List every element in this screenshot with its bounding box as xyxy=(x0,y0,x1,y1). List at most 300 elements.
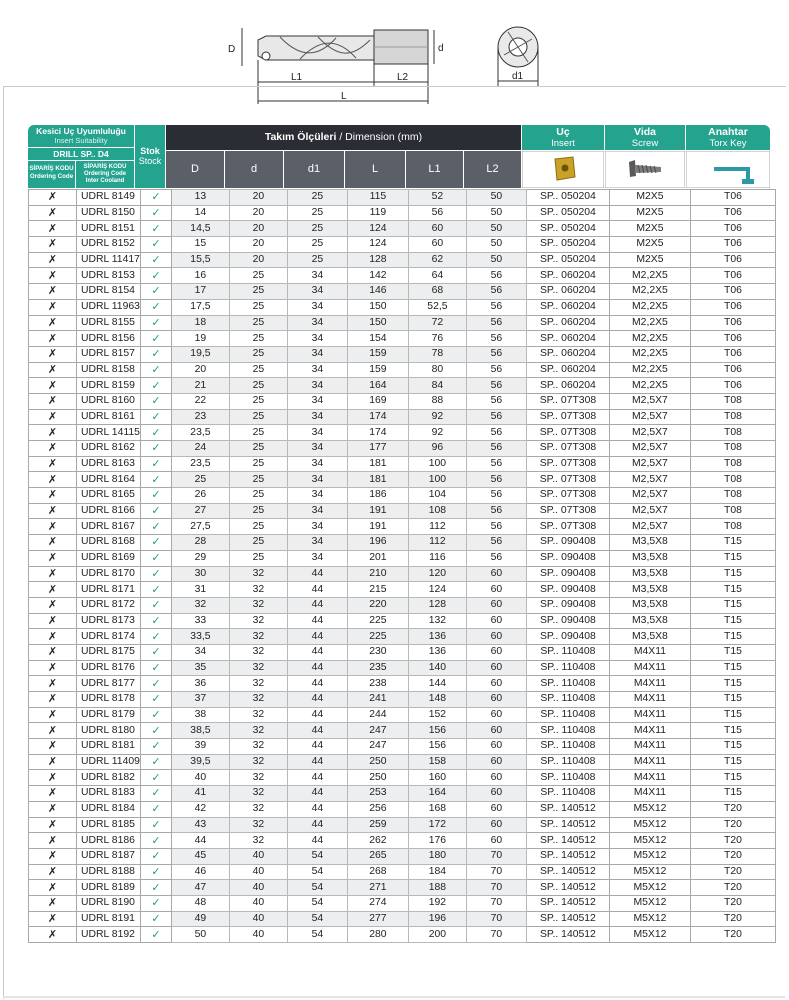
insert-cell: SP.. 090408 xyxy=(526,597,609,613)
l-cell: 265 xyxy=(347,848,408,864)
l-cell: 225 xyxy=(347,629,408,645)
order-code-mark: ✗ xyxy=(29,770,77,786)
d-cell: 14,5 xyxy=(171,221,229,237)
table-row xyxy=(29,205,776,221)
l2-cell: 56 xyxy=(466,409,526,425)
key-cell: T08 xyxy=(690,519,775,535)
inter-code-en2: Inter Cooland xyxy=(85,178,125,184)
order-code-mark: ✗ xyxy=(29,315,77,331)
d1-cell: 25 xyxy=(287,237,347,253)
d-cell: 44 xyxy=(171,833,229,849)
dimension-title-en: / Dimension (mm) xyxy=(336,131,423,143)
l1-cell: 88 xyxy=(408,393,466,409)
inter-code-cell: UDRL 8187 xyxy=(77,848,141,864)
stock-check-icon: ✓ xyxy=(140,880,171,896)
stock-check-icon: ✓ xyxy=(140,346,171,362)
stock-check-icon: ✓ xyxy=(140,393,171,409)
d-cell: 17,5 xyxy=(171,299,229,315)
l-cell: 150 xyxy=(347,299,408,315)
screw-en: Screw xyxy=(631,138,659,149)
screw-cell: M3,5X8 xyxy=(609,566,690,582)
insert-cell: SP.. 07T308 xyxy=(526,393,609,409)
order-code-mark: ✗ xyxy=(29,786,77,802)
l1-cell: 108 xyxy=(408,503,466,519)
inter-code-cell: UDRL 8151 xyxy=(77,221,141,237)
d1-cell: 44 xyxy=(287,739,347,755)
order-code-header xyxy=(28,161,75,188)
insert-cell: SP.. 050204 xyxy=(526,190,609,206)
d-small-cell: 20 xyxy=(229,190,287,206)
l2-cell: 60 xyxy=(466,629,526,645)
screw-cell: M3,5X8 xyxy=(609,629,690,645)
insert-cell: SP.. 07T308 xyxy=(526,409,609,425)
l2-cell: 56 xyxy=(466,550,526,566)
insert-cell: SP.. 07T308 xyxy=(526,441,609,457)
l-cell: 196 xyxy=(347,535,408,551)
l1-cell: 128 xyxy=(408,597,466,613)
key-cell: T20 xyxy=(690,864,775,880)
l-cell: 128 xyxy=(347,252,408,268)
table-row xyxy=(29,221,776,237)
inter-code-cell: UDRL 8163 xyxy=(77,456,141,472)
key-cell: T15 xyxy=(690,550,775,566)
d1-cell: 44 xyxy=(287,597,347,613)
d-small-cell: 25 xyxy=(229,346,287,362)
d-cell: 50 xyxy=(171,927,229,943)
insert-cell: SP.. 140512 xyxy=(526,801,609,817)
panel-bottom-rule xyxy=(3,996,785,998)
dim-label-L1: L1 xyxy=(291,72,303,83)
l2-cell: 60 xyxy=(466,707,526,723)
d1-cell: 44 xyxy=(287,833,347,849)
table-row xyxy=(29,409,776,425)
order-code-mark: ✗ xyxy=(29,252,77,268)
order-code-mark: ✗ xyxy=(29,503,77,519)
l-cell: 215 xyxy=(347,582,408,598)
stock-check-icon: ✓ xyxy=(140,205,171,221)
dim-label-d1: d1 xyxy=(512,71,524,82)
l2-cell: 60 xyxy=(466,754,526,770)
key-cell: T08 xyxy=(690,441,775,457)
insert-cell: SP.. 110408 xyxy=(526,786,609,802)
l-cell: 124 xyxy=(347,237,408,253)
d1-cell: 34 xyxy=(287,409,347,425)
d-small-cell: 25 xyxy=(229,331,287,347)
insert-header xyxy=(522,125,604,150)
l1-cell: 140 xyxy=(408,660,466,676)
stock-check-icon: ✓ xyxy=(140,472,171,488)
key-cell: T08 xyxy=(690,472,775,488)
l1-cell: 158 xyxy=(408,754,466,770)
d-cell: 27 xyxy=(171,503,229,519)
insert-cell: SP.. 140512 xyxy=(526,848,609,864)
l2-cell: 70 xyxy=(466,911,526,927)
key-cell: T15 xyxy=(690,535,775,551)
d1-cell: 44 xyxy=(287,723,347,739)
screw-cell: M2,2X5 xyxy=(609,346,690,362)
l1-cell: 92 xyxy=(408,425,466,441)
d-small-cell: 32 xyxy=(229,817,287,833)
d1-cell: 44 xyxy=(287,644,347,660)
l2-cell: 50 xyxy=(466,252,526,268)
stock-check-icon: ✓ xyxy=(140,864,171,880)
key-cell: T06 xyxy=(690,299,775,315)
d1-cell: 25 xyxy=(287,221,347,237)
l-cell: 201 xyxy=(347,550,408,566)
d-cell: 46 xyxy=(171,864,229,880)
stock-check-icon: ✓ xyxy=(140,190,171,206)
d-cell: 31 xyxy=(171,582,229,598)
screw-cell: M5X12 xyxy=(609,880,690,896)
l1-cell: 188 xyxy=(408,880,466,896)
stock-check-icon: ✓ xyxy=(140,676,171,692)
l-cell: 191 xyxy=(347,519,408,535)
order-code-mark: ✗ xyxy=(29,378,77,394)
insert-cell: SP.. 140512 xyxy=(526,911,609,927)
d1-cell: 44 xyxy=(287,754,347,770)
screw-cell: M2,5X7 xyxy=(609,519,690,535)
order-code-mark: ✗ xyxy=(29,346,77,362)
d-cell: 39,5 xyxy=(171,754,229,770)
stock-check-icon: ✓ xyxy=(140,833,171,849)
table-row xyxy=(29,268,776,284)
inter-code-cell: UDRL 8167 xyxy=(77,519,141,535)
screw-cell: M2,5X7 xyxy=(609,488,690,504)
l2-cell: 56 xyxy=(466,535,526,551)
d-cell: 27,5 xyxy=(171,519,229,535)
key-header xyxy=(686,125,770,150)
d-small-cell: 32 xyxy=(229,723,287,739)
d-cell: 33 xyxy=(171,613,229,629)
screw-cell: M2,2X5 xyxy=(609,315,690,331)
insert-cell: SP.. 050204 xyxy=(526,237,609,253)
table-row xyxy=(29,362,776,378)
order-code-mark: ✗ xyxy=(29,848,77,864)
l1-cell: 160 xyxy=(408,770,466,786)
order-code-tr: SİPARİŞ KODU xyxy=(29,165,74,172)
screw-cell: M5X12 xyxy=(609,833,690,849)
l2-cell: 56 xyxy=(466,362,526,378)
d1-cell: 54 xyxy=(287,895,347,911)
d1-cell: 34 xyxy=(287,268,347,284)
screw-cell: M2,5X7 xyxy=(609,503,690,519)
screw-cell: M4X11 xyxy=(609,707,690,723)
key-cell: T06 xyxy=(690,205,775,221)
d-cell: 23,5 xyxy=(171,456,229,472)
inter-code-cell: UDRL 8185 xyxy=(77,817,141,833)
d-cell: 42 xyxy=(171,801,229,817)
l2-cell: 56 xyxy=(466,519,526,535)
l-cell: 250 xyxy=(347,770,408,786)
insert-cell: SP.. 07T308 xyxy=(526,488,609,504)
l2-cell: 56 xyxy=(466,503,526,519)
order-code-mark: ✗ xyxy=(29,723,77,739)
d1-cell: 34 xyxy=(287,362,347,378)
stock-check-icon: ✓ xyxy=(140,299,171,315)
l2-cell: 56 xyxy=(466,393,526,409)
screw-cell: M5X12 xyxy=(609,895,690,911)
key-cell: T15 xyxy=(690,629,775,645)
l1-cell: 52 xyxy=(408,190,466,206)
key-cell: T20 xyxy=(690,801,775,817)
l2-cell: 56 xyxy=(466,472,526,488)
stock-check-icon: ✓ xyxy=(140,409,171,425)
inter-code-cell: UDRL 8169 xyxy=(77,550,141,566)
inter-code-cell: UDRL 8152 xyxy=(77,237,141,253)
insert-cell: SP.. 07T308 xyxy=(526,503,609,519)
inter-code-cell: UDRL 8173 xyxy=(77,613,141,629)
d-cell: 17 xyxy=(171,284,229,300)
stock-check-icon: ✓ xyxy=(140,692,171,708)
key-cell: T15 xyxy=(690,692,775,708)
key-cell: T20 xyxy=(690,911,775,927)
stock-header xyxy=(135,125,165,188)
l2-cell: 60 xyxy=(466,566,526,582)
table-row xyxy=(29,346,776,362)
l-cell: 169 xyxy=(347,393,408,409)
dim-label-d: d xyxy=(438,43,444,54)
l2-cell: 60 xyxy=(466,692,526,708)
l2-cell: 60 xyxy=(466,723,526,739)
screw-cell: M3,5X8 xyxy=(609,550,690,566)
stock-check-icon: ✓ xyxy=(140,927,171,943)
l-cell: 247 xyxy=(347,739,408,755)
l1-cell: 112 xyxy=(408,535,466,551)
d1-cell: 34 xyxy=(287,346,347,362)
l-cell: 280 xyxy=(347,927,408,943)
screw-cell: M2,5X7 xyxy=(609,425,690,441)
table-row xyxy=(29,927,776,943)
compat-header xyxy=(28,125,134,147)
d1-cell: 54 xyxy=(287,911,347,927)
l1-cell: 192 xyxy=(408,895,466,911)
inter-code-cell: UDRL 8190 xyxy=(77,895,141,911)
table-row xyxy=(29,488,776,504)
stock-check-icon: ✓ xyxy=(140,707,171,723)
l-cell: 268 xyxy=(347,864,408,880)
table-row xyxy=(29,676,776,692)
screw-cell: M5X12 xyxy=(609,848,690,864)
d-small-cell: 20 xyxy=(229,252,287,268)
d-small-cell: 32 xyxy=(229,833,287,849)
d-cell: 19 xyxy=(171,331,229,347)
inter-code-cell: UDRL 8158 xyxy=(77,362,141,378)
key-cell: T08 xyxy=(690,393,775,409)
d-cell: 49 xyxy=(171,911,229,927)
d-cell: 26 xyxy=(171,488,229,504)
inter-code-cell: UDRL 8184 xyxy=(77,801,141,817)
l2-cell: 60 xyxy=(466,582,526,598)
d-small-cell: 32 xyxy=(229,692,287,708)
l1-cell: 124 xyxy=(408,582,466,598)
insert-cell: SP.. 060204 xyxy=(526,378,609,394)
screw-image xyxy=(605,151,685,188)
stock-check-icon: ✓ xyxy=(140,848,171,864)
order-code-mark: ✗ xyxy=(29,911,77,927)
l1-cell: 200 xyxy=(408,927,466,943)
l2-cell: 56 xyxy=(466,425,526,441)
inter-code-cell: UDRL 8156 xyxy=(77,331,141,347)
l2-cell: 50 xyxy=(466,190,526,206)
insert-cell: SP.. 140512 xyxy=(526,817,609,833)
d1-cell: 34 xyxy=(287,488,347,504)
order-code-mark: ✗ xyxy=(29,707,77,723)
d-cell: 45 xyxy=(171,848,229,864)
d1-cell: 44 xyxy=(287,786,347,802)
d1-cell: 44 xyxy=(287,692,347,708)
l-cell: 159 xyxy=(347,346,408,362)
inter-code-en1: Ordering Code xyxy=(83,171,126,177)
l1-cell: 62 xyxy=(408,252,466,268)
d-small-cell: 32 xyxy=(229,676,287,692)
d-small-cell: 25 xyxy=(229,441,287,457)
screw-cell: M2X5 xyxy=(609,205,690,221)
screw-cell: M2,2X5 xyxy=(609,299,690,315)
l-cell: 277 xyxy=(347,911,408,927)
stock-check-icon: ✓ xyxy=(140,315,171,331)
order-code-mark: ✗ xyxy=(29,362,77,378)
l1-cell: 100 xyxy=(408,456,466,472)
screw-cell: M2,2X5 xyxy=(609,331,690,347)
inter-code-cell: UDRL 8174 xyxy=(77,629,141,645)
d1-cell: 25 xyxy=(287,252,347,268)
inter-code-cell: UDRL 8164 xyxy=(77,472,141,488)
d1-cell: 34 xyxy=(287,393,347,409)
d-small-cell: 25 xyxy=(229,519,287,535)
order-code-mark: ✗ xyxy=(29,441,77,457)
d1-cell: 34 xyxy=(287,550,347,566)
insert-cell: SP.. 07T308 xyxy=(526,472,609,488)
order-code-mark: ✗ xyxy=(29,237,77,253)
inter-code-cell: UDRL 8154 xyxy=(77,284,141,300)
d1-cell: 34 xyxy=(287,472,347,488)
l-cell: 177 xyxy=(347,441,408,457)
table-row xyxy=(29,456,776,472)
key-cell: T15 xyxy=(690,644,775,660)
insert-cell: SP.. 07T308 xyxy=(526,519,609,535)
inter-code-header xyxy=(76,161,134,188)
stock-check-icon: ✓ xyxy=(140,456,171,472)
inter-code-cell: UDRL 8155 xyxy=(77,315,141,331)
stock-check-icon: ✓ xyxy=(140,723,171,739)
l1-cell: 100 xyxy=(408,472,466,488)
insert-image xyxy=(522,151,604,188)
inter-code-cell: UDRL 8192 xyxy=(77,927,141,943)
insert-cell: SP.. 060204 xyxy=(526,362,609,378)
screw-cell: M3,5X8 xyxy=(609,535,690,551)
compat-title: Kesici Uç Uyumluluğu xyxy=(36,126,126,136)
key-cell: T15 xyxy=(690,754,775,770)
screw-cell: M2,2X5 xyxy=(609,362,690,378)
order-code-mark: ✗ xyxy=(29,676,77,692)
order-code-mark: ✗ xyxy=(29,833,77,849)
inter-code-cell: UDRL 8181 xyxy=(77,739,141,755)
l-cell: 150 xyxy=(347,315,408,331)
table-row xyxy=(29,833,776,849)
l-cell: 274 xyxy=(347,895,408,911)
inter-code-cell: UDRL 8183 xyxy=(77,786,141,802)
d-cell: 16 xyxy=(171,268,229,284)
d-cell: 15,5 xyxy=(171,252,229,268)
dimension-title-tr: Takım Ölçüleri xyxy=(264,131,337,143)
dim-col-header-l1: L1 xyxy=(406,151,463,188)
inter-code-cell: UDRL 8191 xyxy=(77,911,141,927)
table-row xyxy=(29,786,776,802)
l1-cell: 84 xyxy=(408,378,466,394)
l-cell: 235 xyxy=(347,660,408,676)
l1-cell: 76 xyxy=(408,331,466,347)
order-code-mark: ✗ xyxy=(29,597,77,613)
stock-check-icon: ✓ xyxy=(140,613,171,629)
insert-cell: SP.. 07T308 xyxy=(526,456,609,472)
insert-cell: SP.. 060204 xyxy=(526,284,609,300)
d1-cell: 44 xyxy=(287,676,347,692)
table-row xyxy=(29,190,776,206)
d-small-cell: 32 xyxy=(229,660,287,676)
d1-cell: 25 xyxy=(287,205,347,221)
d-small-cell: 20 xyxy=(229,221,287,237)
l-cell: 159 xyxy=(347,362,408,378)
d1-cell: 44 xyxy=(287,629,347,645)
insert-cell: SP.. 060204 xyxy=(526,331,609,347)
stock-check-icon: ✓ xyxy=(140,331,171,347)
inter-code-cell: UDRL 11963 xyxy=(77,299,141,315)
insert-cell: SP.. 110408 xyxy=(526,692,609,708)
key-cell: T06 xyxy=(690,315,775,331)
order-code-mark: ✗ xyxy=(29,190,77,206)
order-code-mark: ✗ xyxy=(29,880,77,896)
l-cell: 259 xyxy=(347,817,408,833)
key-cell: T15 xyxy=(690,707,775,723)
d1-cell: 54 xyxy=(287,880,347,896)
l2-cell: 56 xyxy=(466,378,526,394)
inter-code-cell: UDRL 8150 xyxy=(77,205,141,221)
insert-tr: Uç xyxy=(556,126,570,138)
d-cell: 21 xyxy=(171,378,229,394)
l2-cell: 50 xyxy=(466,221,526,237)
screw-cell: M3,5X8 xyxy=(609,613,690,629)
inter-code-cell: UDRL 8186 xyxy=(77,833,141,849)
l1-cell: 68 xyxy=(408,284,466,300)
l1-cell: 184 xyxy=(408,864,466,880)
d-cell: 25 xyxy=(171,472,229,488)
inter-code-cell: UDRL 8171 xyxy=(77,582,141,598)
l2-cell: 60 xyxy=(466,817,526,833)
table-row xyxy=(29,864,776,880)
l-cell: 191 xyxy=(347,503,408,519)
l1-cell: 72 xyxy=(408,315,466,331)
dim-col-header-d1: d1 xyxy=(284,151,344,188)
l2-cell: 60 xyxy=(466,613,526,629)
order-code-mark: ✗ xyxy=(29,644,77,660)
l1-cell: 156 xyxy=(408,739,466,755)
key-cell: T08 xyxy=(690,503,775,519)
insert-cell: SP.. 090408 xyxy=(526,535,609,551)
d-small-cell: 40 xyxy=(229,848,287,864)
l-cell: 142 xyxy=(347,268,408,284)
d-cell: 23,5 xyxy=(171,425,229,441)
table-row xyxy=(29,770,776,786)
d-small-cell: 32 xyxy=(229,707,287,723)
key-cell: T06 xyxy=(690,284,775,300)
l2-cell: 60 xyxy=(466,676,526,692)
screw-cell: M3,5X8 xyxy=(609,597,690,613)
order-code-mark: ✗ xyxy=(29,613,77,629)
d-cell: 37 xyxy=(171,692,229,708)
dimension-table xyxy=(28,189,776,943)
stock-check-icon: ✓ xyxy=(140,644,171,660)
screw-cell: M2,5X7 xyxy=(609,472,690,488)
